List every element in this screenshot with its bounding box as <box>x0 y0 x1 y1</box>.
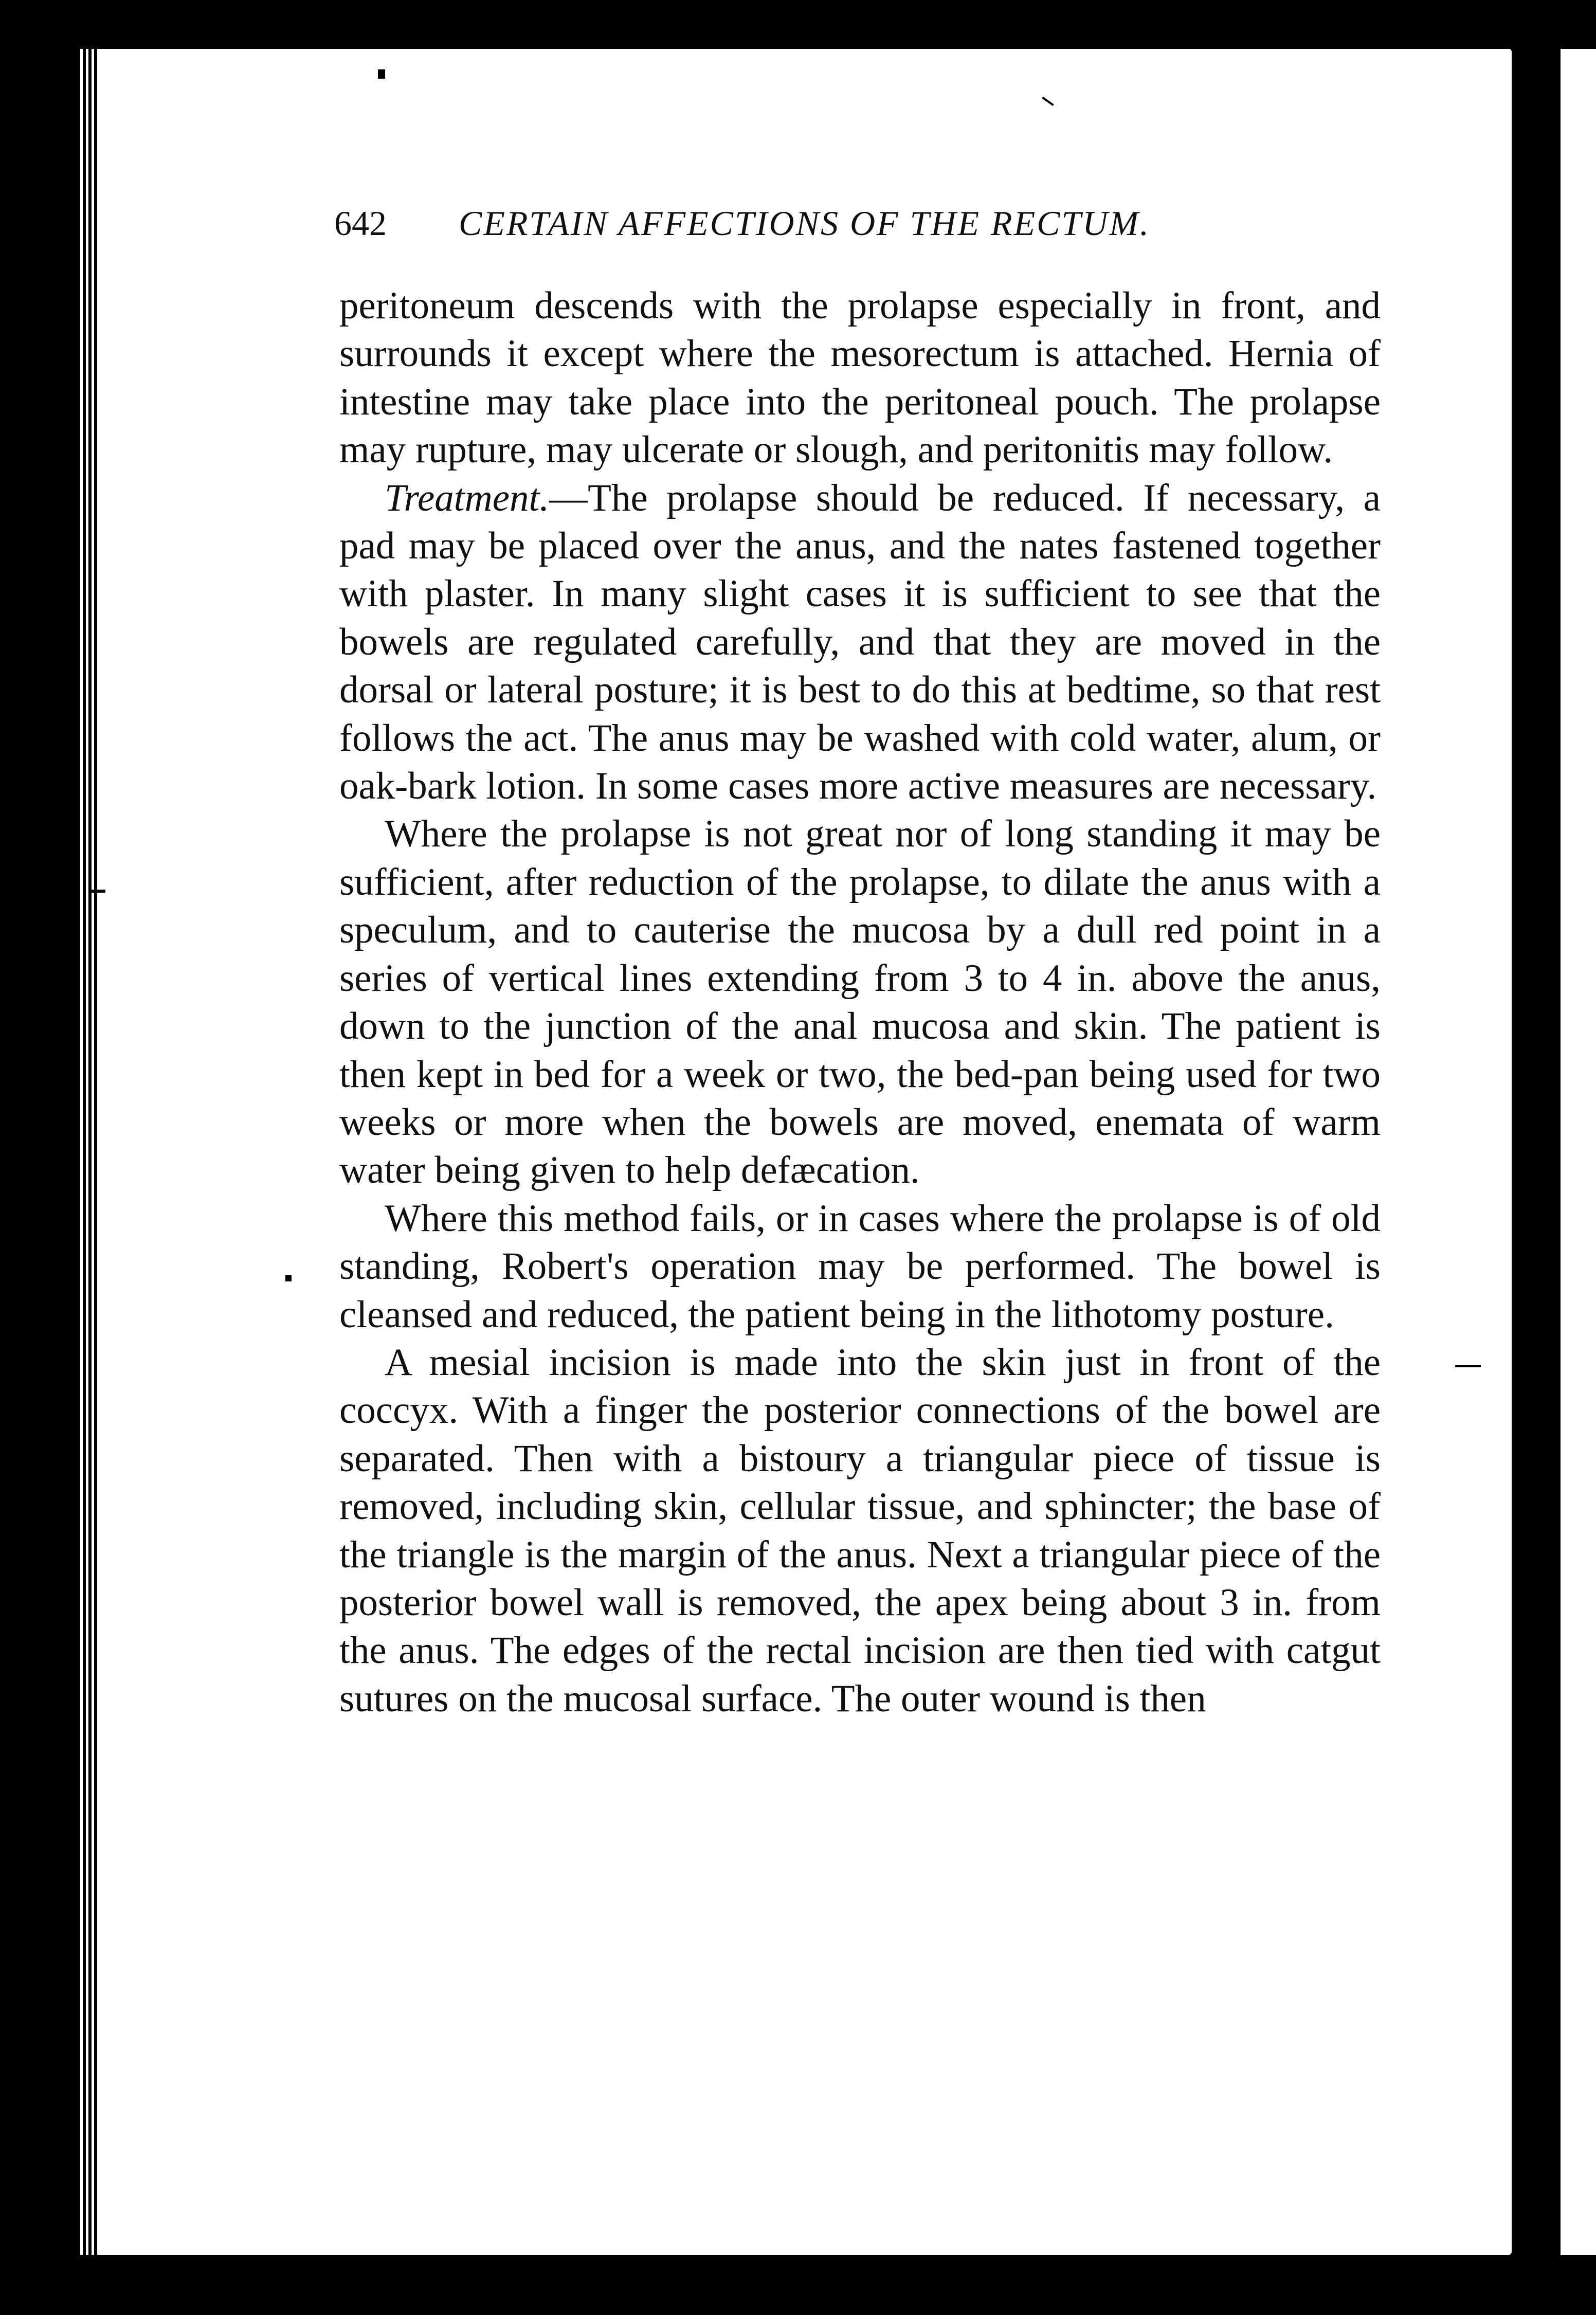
paragraph-text: Where this method fails, or in cases where the prolapse is of old standing, Robert's operation may be performed. The bowel is cleansed and reduced, the patient being in the lithotomy posture. <box>339 1197 1381 1336</box>
paragraph <box>339 1195 1381 1339</box>
paragraph-text: Where the prolapse is not great nor of long standing it may be sufficient, after reduction of the prolapse, to dilate the anus with a speculum, and to cauterise the mucosa by a dull red point in a series of vertical lines extending from 3 to 4 in. above the anus, down to the junction of the anal mucosa and skin. The patient is then kept in bed for a week or two, the bed-pan being used for two weeks or more when the bowels are moved, enemata of warm water being given to help defæcation. <box>339 812 1381 1192</box>
paragraph-text: peritoneum descends with the prolapse especially in front, and surrounds it except where the mesorectum is attached. Hernia of intestine may take place into the peritoneal pouch. The prolapse may rupture, may ulcerate or slough, and peritonitis may follow. <box>339 284 1381 472</box>
binding-shadow <box>77 49 98 2255</box>
paragraph-text: A mesial incision is made into the skin just in front of the coccyx. With a finger the posterior connections of the bowel are separated. Then with a bistoury a triangular piece of tissue is removed, including skin, cellular tissue, and sphincter; the base of the triangle is the margin of the anus. Next a triangular piece of the posterior bowel wall is removed, the apex being about 3 in. from the anus. The edges of the rectal incision are then tied with catgut sutures on the mucosal surface. The outer wound is then <box>339 1341 1381 1720</box>
adjacent-page-edge <box>1561 49 1596 2255</box>
page-number: 642 <box>334 204 387 243</box>
paragraph <box>339 474 1381 810</box>
paragraph <box>339 1339 1381 1723</box>
running-header <box>334 203 1373 249</box>
scan-speck <box>378 69 385 79</box>
paragraph <box>339 810 1381 1194</box>
paragraph-text: —The prolapse should be reduced. If necessary, a pad may be placed over the anus, and the nates fastened together with plaster. In many slight cases it is sufficient to see that the bowels are regulated carefully, and that they are moved in the dorsal or lateral posture; it is best to do this at bedtime, so that rest follows the act. The anus may be washed with cold water, alum, or oak-bark lotion. In some cases more active measures are necessary. <box>339 476 1381 808</box>
scan-speck <box>1455 1365 1481 1367</box>
scan-speck <box>285 1275 292 1281</box>
running-title: CERTAIN AFFECTIONS OF THE RECTUM. <box>459 204 1151 243</box>
paragraph <box>339 282 1381 474</box>
body-text <box>339 282 1381 1723</box>
run-in-heading: Treatment. <box>385 476 550 519</box>
scan-speck <box>90 890 105 893</box>
